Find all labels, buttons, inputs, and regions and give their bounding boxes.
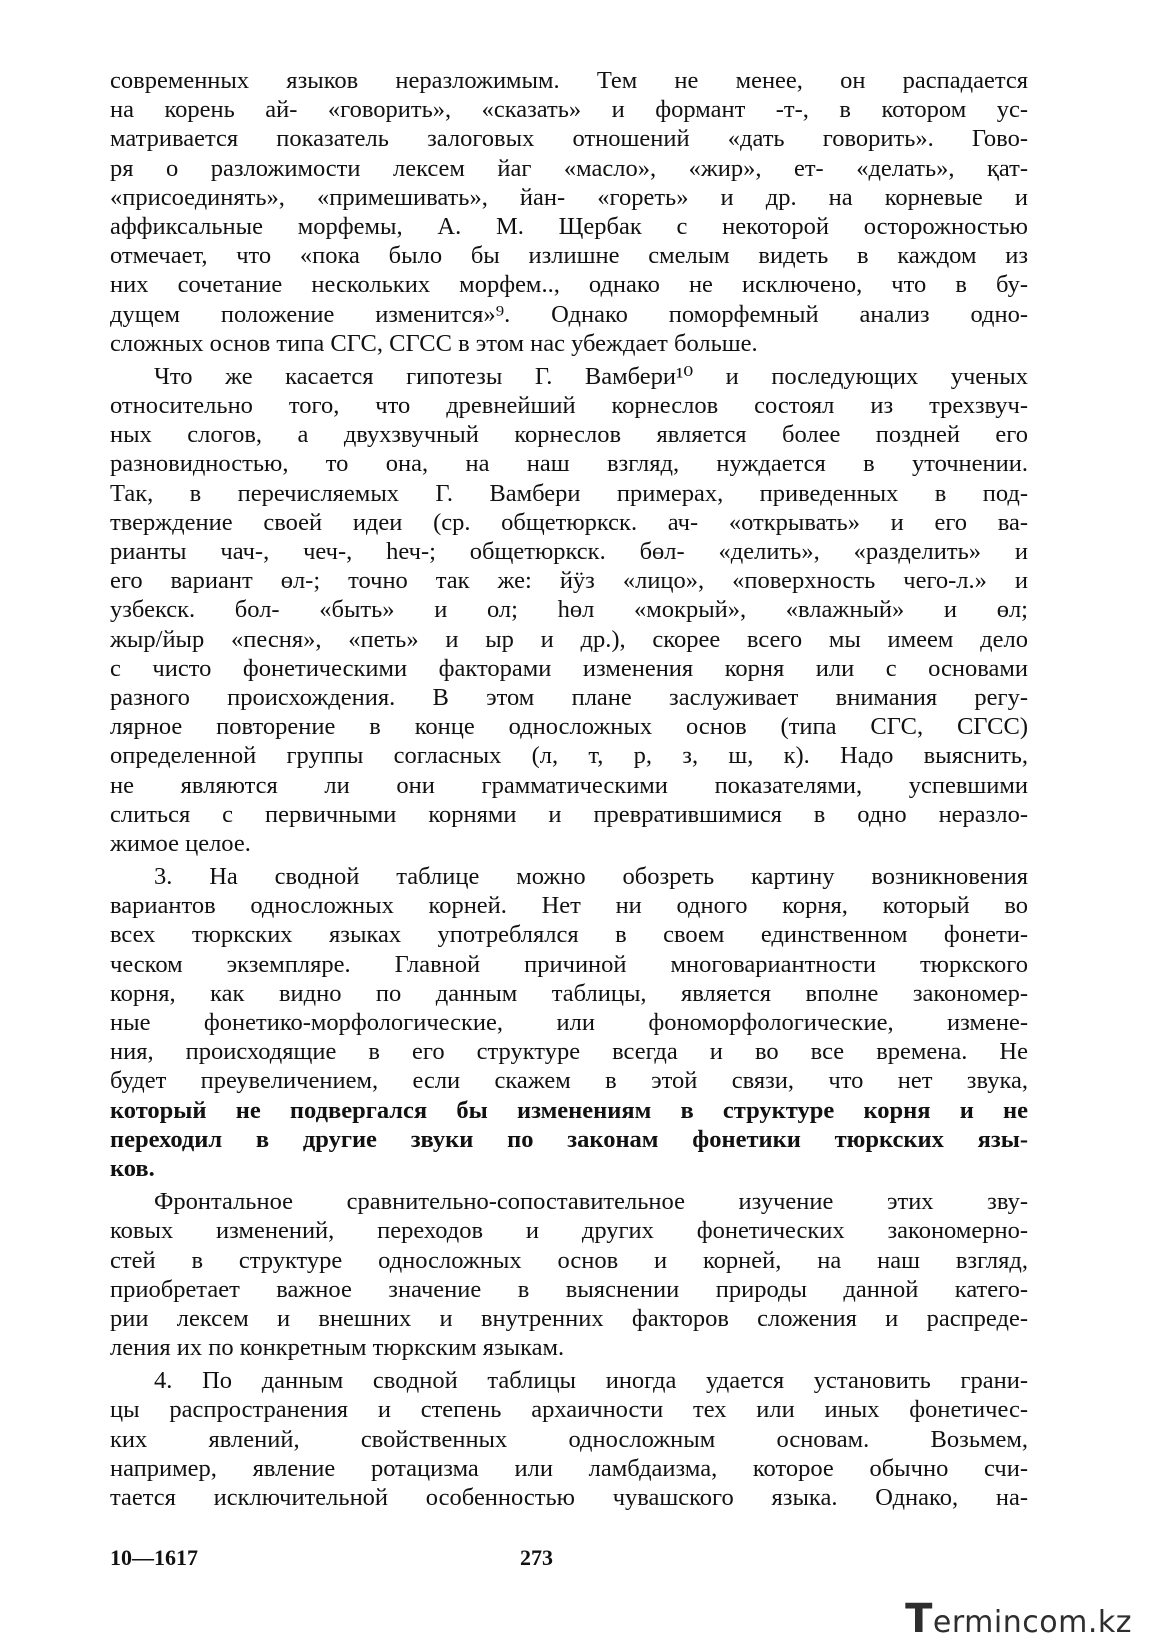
text-line: 3. На сводной таблице можно обозреть картину возникновения xyxy=(154,863,1028,891)
text-line: лярное повторение в конце односложных основ (типа СГС, СГСС) xyxy=(110,713,1028,741)
text-line: ря о разложимости лексем йаг «масло», «жир», ет- «делать», қат- xyxy=(110,154,1028,182)
text-line: Так, в перечисляемых Г. Вамбери примерах, приведенных в под- xyxy=(110,479,1028,507)
text-line: ков. xyxy=(110,1154,155,1182)
text-line: переходил в другие звуки по законам фонетики тюркских язы- xyxy=(110,1125,1028,1153)
text-line: относительно того, что древнейший корнеслов состоял из трехзвуч- xyxy=(110,392,1028,420)
text-line: например, явление ротацизма или ламбдаизма, которое обычно счи- xyxy=(110,1454,1028,1482)
text-line: матривается показатель залоговых отношений «дать говорить». Гово- xyxy=(110,125,1028,153)
text-line: Что же касается гипотезы Г. Вамбери¹⁰ и последующих ученых xyxy=(154,362,1028,390)
text-line: ковых изменений, переходов и других фонетических закономерно- xyxy=(110,1217,1028,1245)
text-line: рии лексем и внешних и внутренних факторов сложения и распреде- xyxy=(110,1304,1028,1332)
text-line: тается исключительной особенностью чувашского языка. Однако, на- xyxy=(110,1484,1028,1511)
text-line: «присоединять», «примешивать», йан- «гореть» и др. на корневые и xyxy=(110,183,1028,211)
text-line: ных слогов, а двухзвучный корнеслов является более поздней его xyxy=(110,421,1028,449)
text-line: цы распространения и степень архаичности тех или иных фонетичес- xyxy=(110,1396,1028,1424)
text-line: вариантов односложных корней. Нет ни одного корня, который во xyxy=(110,892,1028,920)
text-line: его вариант өл-; точно так же: йӱз «лицо», «поверхность чего-л.» и xyxy=(110,567,1028,595)
page-number: 273 xyxy=(520,1545,553,1570)
text-line: стей в структуре односложных основ и корней, на наш взгляд, xyxy=(110,1246,1028,1274)
text-line: 4. По данным сводной таблицы иногда удается установить грани- xyxy=(154,1367,1028,1395)
text-line: тверждение своей идеи (ср. общетюркск. ач- «открывать» и его ва- xyxy=(110,508,1028,536)
text-line: отмечает, что «пока было бы излишне смелым видеть в каждом из xyxy=(110,242,1028,270)
text-line: определенной группы согласных (л, т, р, з, ш, к). Надо выяснить, xyxy=(110,742,1028,770)
text-line: ческом экземпляре. Главной причиной многовариантности тюркского xyxy=(110,950,1028,978)
text-line: который не подвергался бы изменениям в структуре корня и не xyxy=(110,1096,1028,1124)
text-line: корня, как видно по данным таблицы, является вполне закономер- xyxy=(110,979,1028,1007)
text-line: современных языков неразложимым. Тем не менее, он распадается xyxy=(110,67,1028,94)
text-line: ния, происходящие в его структуре всегда и во все времена. Не xyxy=(110,1038,1028,1066)
printer-signature: 10—1617 xyxy=(110,1545,198,1570)
text-line: рианты чач-, чеч-, һеч-; общетюркск. бөл- «делить», «разделить» и xyxy=(110,538,1028,565)
page-text xyxy=(110,66,1028,1512)
text-line: разновидностью, то она, на наш взгляд, нуждается в уточнении. xyxy=(110,450,1028,478)
text-line: узбекск. бол- «быть» и ол; һөл «мокрый», «влажный» и өл; xyxy=(110,596,1028,624)
text-line: Фронтальное сравнительно-сопоставительное изучение этих зву- xyxy=(154,1188,1028,1216)
text-line: ные фонетико-морфологические, или фономорфологические, измене- xyxy=(110,1009,1028,1036)
text-line: приобретает важное значение в выяснении природы данной катего- xyxy=(110,1275,1028,1303)
text-line: всех тюркских языках употреблялся в своем единственном фонети- xyxy=(110,921,1028,949)
watermark-initial: T xyxy=(905,1596,933,1642)
text-line: с чисто фонетическими факторами изменения корня или с основами xyxy=(110,654,1028,682)
text-line: разного происхождения. В этом плане заслуживает внимания регу- xyxy=(110,683,1028,711)
text-line: жыр/йыр «песня», «петь» и ыр и др.), скорее всего мы имеем дело xyxy=(110,625,1028,653)
text-line: будет преувеличением, если скажем в этой связи, что нет звука, xyxy=(110,1067,1028,1095)
text-line: слиться с первичными корнями и превратившимися в одно неразло- xyxy=(110,800,1028,828)
text-line: не являются ли они грамматическими показателями, успевшими xyxy=(110,771,1028,799)
site-watermark xyxy=(905,1596,1132,1642)
text-line: жимое целое. xyxy=(110,829,251,857)
text-line: на корень ай- «говорить», «сказать» и формант -т-, в котором ус- xyxy=(110,96,1028,124)
text-line: сложных основ типа СГС, СГСС в этом нас убеждает больше. xyxy=(110,329,758,357)
text-line: ления их по конкретным тюркским языкам. xyxy=(110,1334,565,1362)
text-line: аффиксальные морфемы, А. М. Щербак с некоторой осторожностью xyxy=(110,212,1028,240)
watermark-rest: ermincom.kz xyxy=(932,1605,1132,1640)
text-line: дущем положение изменится»⁹. Однако поморфемный анализ одно- xyxy=(110,300,1028,328)
text-line: них сочетание нескольких морфем.., однако не исключено, что в бу- xyxy=(110,271,1028,299)
text-line: ких явлений, свойственных односложным основам. Возьмем, xyxy=(110,1425,1028,1453)
